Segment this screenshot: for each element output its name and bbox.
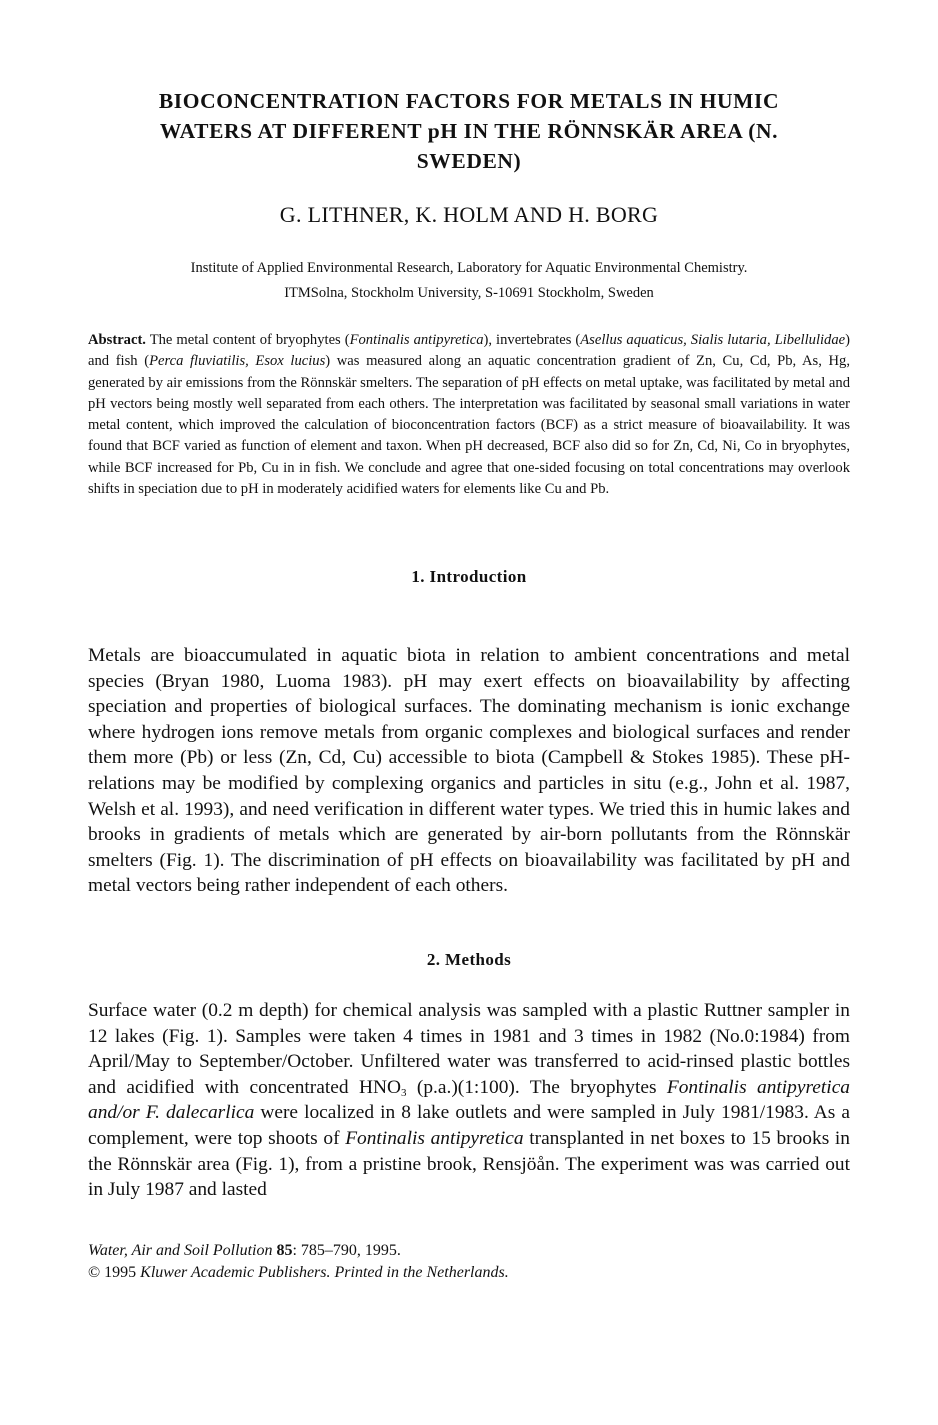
abstract-text: ) was measured along an aquatic concentration gradient of Zn, Cu, Cd, Pb, As, Hg, generated by air emissions from the Rönnskär smelters. The separation of pH effects on metal uptake, was facilitated by metal and pH vectors being mostly well separated from each others. The interpretation was facilitated by seasonal small variations in water metal content, which improved the calculation of bioconcentration factors (BCF) as a strict measure of bioavailability. It was found that BCF varied as function of element and taxon. When pH decreased, BCF also did so for Zn, Cd, Ni, Co in bryophytes, while BCF increased for Pb, Cu in in fish. We conclude and agree that one-sided focusing on total concentrations may overlook shifts in speciation due to pH in moderately acidified waters for elements like Cu and Pb.: [88, 353, 850, 498]
affiliation: [80, 256, 858, 306]
publisher: Kluwer Academic Publishers. Printed in the Netherlands.: [140, 1264, 509, 1281]
species-name: Fontinalis antipyretica: [349, 332, 484, 348]
species-name: Perca fluviatilis, Esox lucius: [149, 353, 326, 370]
copyright-icon: ©: [88, 1264, 101, 1281]
journal-pages: : 785–790, 1995.: [292, 1242, 401, 1259]
copyright-year: 1995: [100, 1264, 141, 1281]
section-heading-methods: 2. Methods: [426, 950, 512, 969]
affiliation-line: Institute of Applied Environmental Research, Laboratory for Aquatic Environmental Chemistry.: [190, 260, 748, 276]
abstract-text: ), invertebrates (: [483, 332, 581, 348]
affiliation-line: ITMSolna, Stockholm University, S-10691 Stockholm, Sweden: [284, 285, 654, 301]
citation-footer: [88, 1240, 509, 1284]
abstract-text: ) and fish (: [88, 332, 851, 370]
subscript: 3: [400, 1086, 407, 1099]
title-line: WATERS AT DIFFERENT pH IN THE RÖNNSKÄR AREA (N.: [159, 119, 779, 143]
copyright-line: [88, 1262, 509, 1284]
paper-title: [80, 86, 858, 176]
methods-text: were localized in 8 lake outlets and were sampled in July 1981/1983. As a complement, were top shoots of: [88, 1102, 850, 1149]
title-line: BIOCONCENTRATION FACTORS FOR METALS IN HUMIC: [158, 89, 780, 113]
journal-citation: [88, 1240, 509, 1262]
methods-paragraph: [88, 998, 850, 1203]
introduction-paragraph: Metals are bioaccumulated in aquatic biota in relation to ambient concentrations and metal species (Bryan 1980, Luoma 1983). pH may exert effects on bioavailability by affecting speciation and properties of biological surfaces. The dominating mechanism is ionic exchange where hydrogen ions remove metals from organic complexes and biological surfaces and render them more (Pb) or less (Zn, Cd, Cu) accessible to biota (Campbell & Stokes 1985). These pH-relations may be modified by complexing organics and particles in situ (e.g., John et al. 1987, Welsh et al. 1993), and need verification in different water types. We tried this in humic lakes and brooks in gradients of metals which are generated by air-born pollutants from the Rönnskär smelters (Fig. 1). The discrimination of pH effects on bioavailability was facilitated by pH and metal vectors being rather independent of each others.: [88, 645, 850, 897]
species-name: Fontinalis antipyretica: [345, 1127, 524, 1149]
species-name: Asellus aquaticus, Sialis lutaria, Libellulidae: [580, 332, 846, 348]
methods-text: (p.a.)(1:100). The bryophytes: [406, 1076, 667, 1098]
methods-text: transplanted in net boxes to 15 brooks in the Rönnskär area (Fig. 1), from a pristine brook, Rensjöån. The experiment was was carried out in July 1987 and lasted: [88, 1127, 850, 1201]
abstract: [88, 330, 850, 500]
title-line: SWEDEN): [416, 149, 522, 173]
species-name: Fontinalis antipyretica and/or F. dalecarlica: [88, 1076, 850, 1124]
journal-volume: 85: [276, 1242, 293, 1259]
journal-name: Water, Air and Soil Pollution: [88, 1242, 273, 1259]
abstract-label: Abstract.: [88, 332, 146, 348]
abstract-text: The metal content of bryophytes (: [145, 332, 350, 348]
methods-text: Surface water (0.2 m depth) for chemical analysis was sampled with a plastic Ruttner sampler in 12 lakes (Fig. 1). Samples were taken 4 times in 1981 and 3 times in 1982 (No.0:1984) from April/May to September/October. Unfiltered water was transferred to acid-rinsed plastic bottles and acidified with concentrated HNO: [88, 1000, 850, 1098]
authors: G. LITHNER, K. HOLM AND H. BORG: [279, 202, 659, 227]
section-heading-introduction: 1. Introduction: [411, 567, 527, 586]
